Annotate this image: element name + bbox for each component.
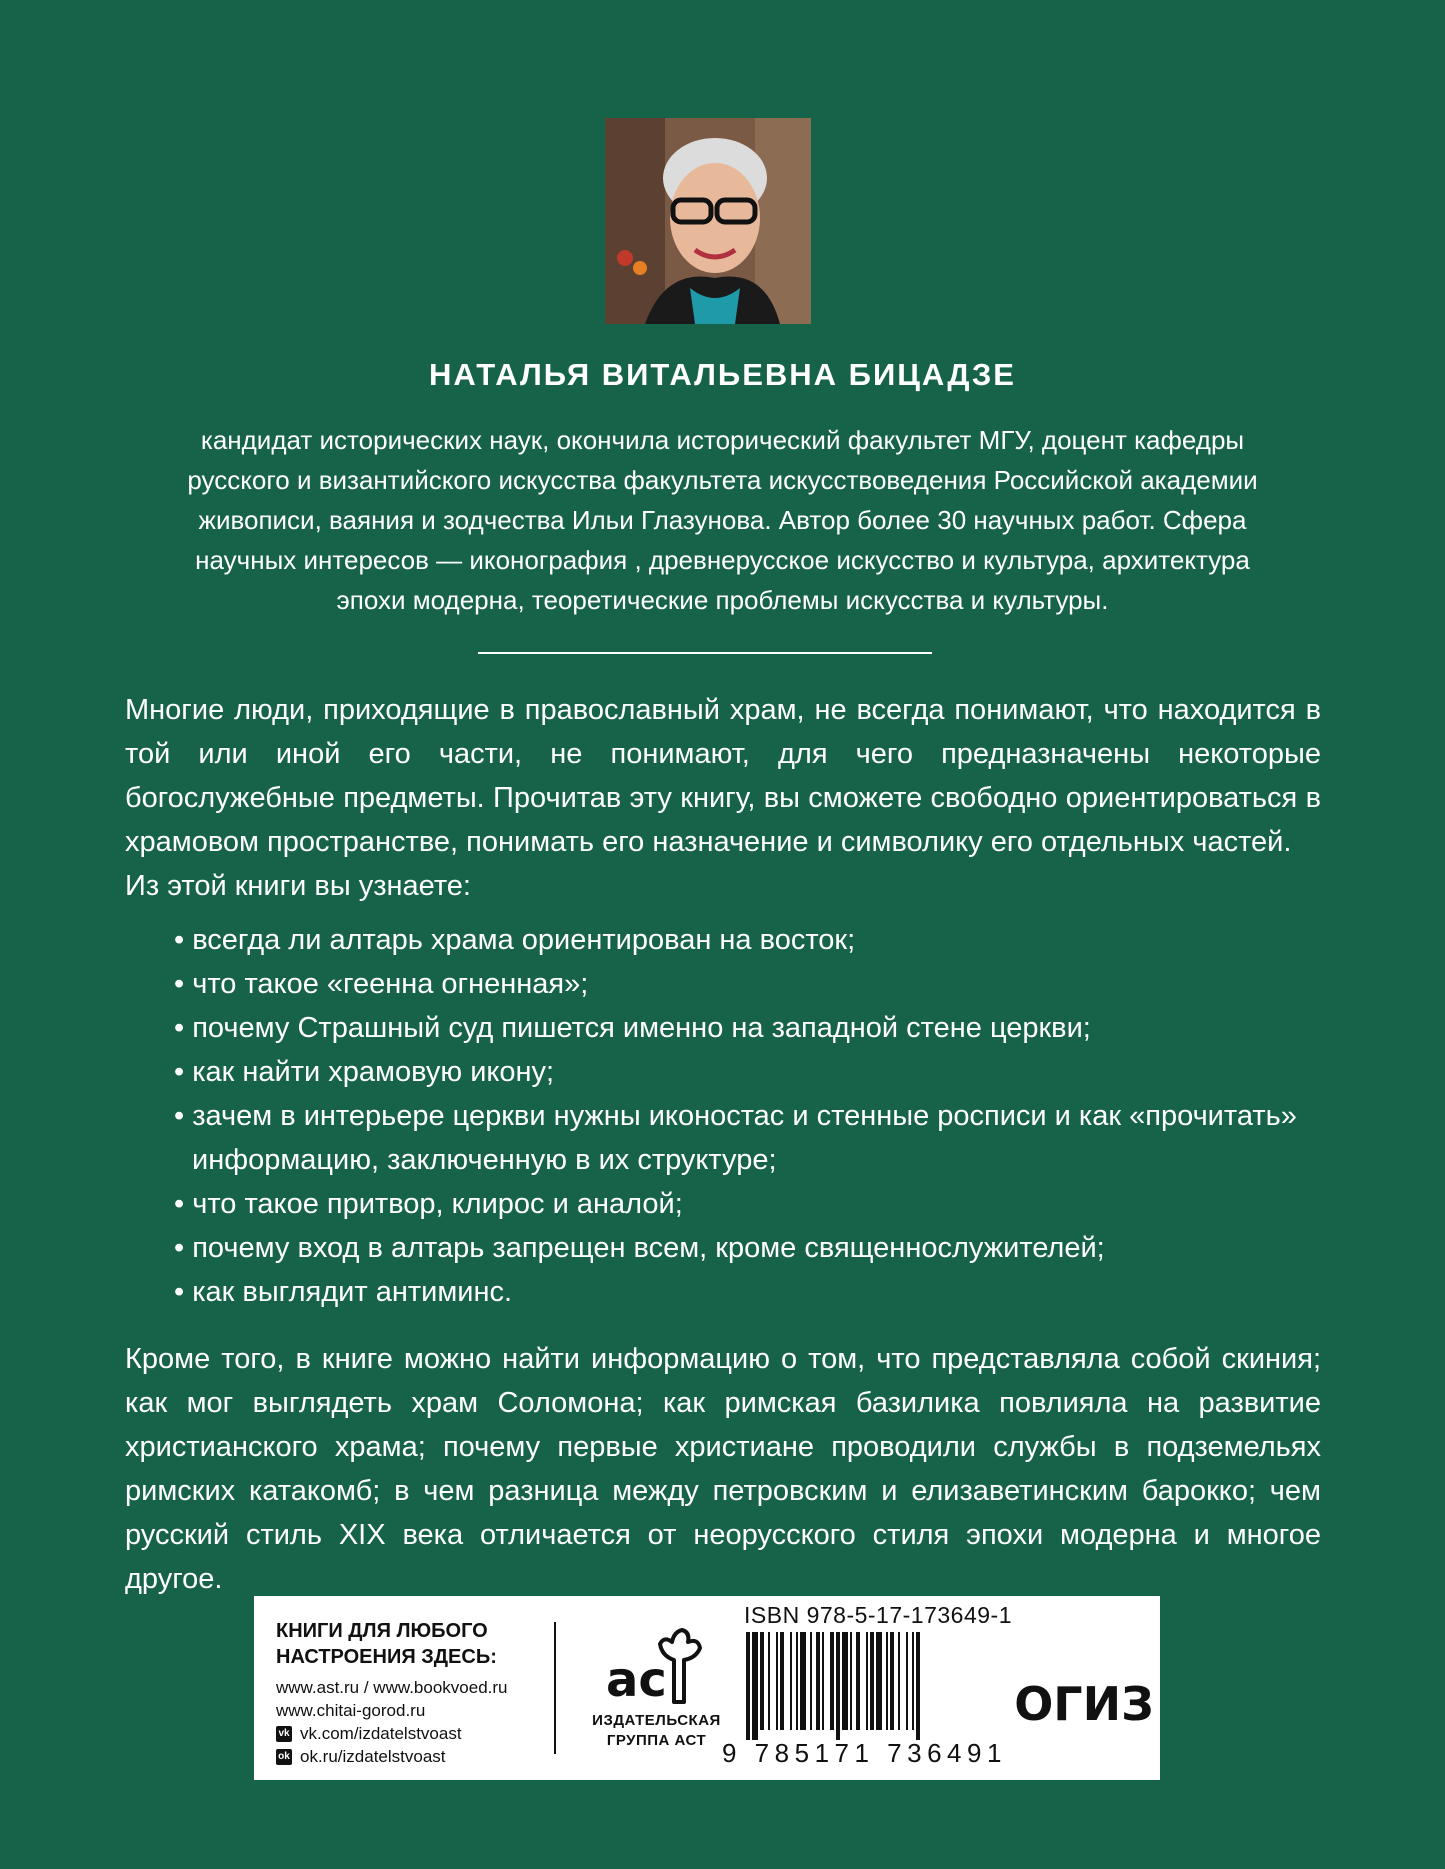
barcode-bar xyxy=(876,1632,882,1730)
promo-link[interactable]: www.chitai-gorod.ru xyxy=(276,1701,426,1720)
list-item: • что такое «геенна огненная»; xyxy=(174,962,1324,1006)
barcode-bar xyxy=(816,1632,820,1730)
barcode-bar xyxy=(810,1632,812,1730)
barcode-bar xyxy=(898,1632,900,1730)
closing-paragraph: Кроме того, в книге можно найти информацию о том, что представляла собой скиния; как мог выглядеть храм Соломона; как римская базилика повлияла на развитие христианского храма; почему первые христиане проводили службы в подземельях римских катакомб; в чем разница между петровским и елизаветинским барокко; чем русский стиль XIX века отличается от неорусского стиля эпохи модерна и многое другое. xyxy=(125,1343,1321,1595)
author-photo xyxy=(605,118,811,324)
promo-link[interactable]: www.ast.ru / www.bookvoed.ru xyxy=(276,1678,508,1697)
ast-logo-mark xyxy=(602,1626,712,1706)
info-panel xyxy=(254,1596,1160,1780)
barcode-bar xyxy=(912,1632,914,1730)
barcode-bar xyxy=(776,1632,778,1730)
list-item: • почему вход в алтарь запрещен всем, кроме священнослужителей; xyxy=(174,1226,1324,1270)
publisher-line: ГРУППА АСТ xyxy=(606,1732,707,1749)
list-item: • как выглядит антиминс. xyxy=(174,1270,1324,1314)
barcode-bar xyxy=(866,1632,868,1730)
barcode-bar xyxy=(836,1632,840,1740)
ogiz-logo xyxy=(1014,1674,1154,1731)
publisher-line: ИЗДАТЕЛЬСКАЯ xyxy=(592,1712,721,1729)
barcode-bar xyxy=(856,1632,860,1730)
barcode-bar xyxy=(870,1632,874,1730)
barcode-bar xyxy=(768,1632,770,1730)
vk-icon: vk xyxy=(276,1726,292,1742)
barcode-bar xyxy=(790,1632,792,1730)
promo-block xyxy=(276,1618,536,1768)
bio-line: научных интересов — иконография , древнерусское искусство и культура, архитектура xyxy=(195,545,1250,575)
promo-heading: КНИГИ ДЛЯ ЛЮБОГО xyxy=(276,1620,488,1642)
barcode-bar xyxy=(780,1632,784,1730)
barcode-bar xyxy=(890,1632,894,1730)
ogiz-logo-text: ОГИЗ xyxy=(1014,1677,1154,1731)
list-item: • почему Страшный суд пишется именно на западной стене церкви; xyxy=(174,1006,1324,1050)
vk-link[interactable] xyxy=(276,1722,536,1745)
list-item: • как найти храмовую икону; xyxy=(174,1050,1324,1094)
barcode-bar xyxy=(906,1632,908,1730)
ok-link-label: ok.ru/izdatelstvoast xyxy=(300,1747,446,1766)
bio-line: кандидат исторических наук, окончила исторический факультет МГУ, доцент кафедры xyxy=(200,425,1245,455)
barcode-bar xyxy=(822,1632,824,1730)
intro-paragraph: Многие люди, приходящие в православный храм, не всегда понимают, что находится в той или иной его части, не понимают, для чего предназначены некоторые богослужебные предметы. Прочитав эту книгу, вы сможете свободно ориентироваться в храмовом пространстве, понимать его назначение и символику его отдельных частей. xyxy=(125,694,1321,858)
author-bio xyxy=(150,420,1295,620)
bio-line: русского и византийского искусства факультета искусствоведения Российской академии xyxy=(187,465,1258,495)
barcode-bar xyxy=(842,1632,848,1730)
list-lead: Из этой книги вы узнаете: xyxy=(125,870,471,902)
barcode xyxy=(744,1632,1006,1740)
list-item: • всегда ли алтарь храма ориентирован на восток; xyxy=(174,918,1324,962)
promo-heading: НАСТРОЕНИЯ ЗДЕСЬ: xyxy=(276,1646,497,1668)
vk-link-label: vk.com/izdatelstvoast xyxy=(300,1724,462,1743)
ok-icon: ok xyxy=(276,1749,292,1765)
bio-line: живописи, ваяния и зодчества Ильи Глазунова. Автор более 30 научных работ. Сфера xyxy=(198,505,1247,535)
barcode-bar xyxy=(760,1632,764,1730)
author-name: НАТАЛЬЯ ВИТАЛЬЕВНА БИЦАДЗЕ xyxy=(429,357,1016,392)
barcode-bar xyxy=(746,1632,750,1740)
panel-divider xyxy=(554,1622,556,1754)
barcode-bar xyxy=(886,1632,888,1730)
isbn: ISBN 978-5-17-173649-1 xyxy=(744,1602,1012,1628)
topic-list xyxy=(174,918,1324,1314)
barcode-bar xyxy=(916,1632,920,1740)
list-item: • зачем в интерьере церкви нужны иконостас и стенные росписи и как «прочитать» информацию, заключенную в их структуре; xyxy=(174,1094,1324,1182)
divider xyxy=(478,652,932,654)
ok-link[interactable] xyxy=(276,1745,536,1768)
list-item: • что такое притвор, клирос и аналой; xyxy=(174,1182,1324,1226)
ast-logo xyxy=(589,1626,724,1751)
barcode-bar xyxy=(850,1632,852,1730)
barcode-bar xyxy=(752,1632,758,1740)
ast-logo-text: ac xyxy=(605,1652,667,1708)
barcode-bar xyxy=(800,1632,806,1730)
barcode-bar xyxy=(830,1632,834,1730)
barcode-bar xyxy=(796,1632,798,1730)
barcode-digits: 9 785171 736491 xyxy=(722,1738,1007,1768)
bio-line: эпохи модерна, теоретические проблемы искусства и культуры. xyxy=(336,585,1109,615)
